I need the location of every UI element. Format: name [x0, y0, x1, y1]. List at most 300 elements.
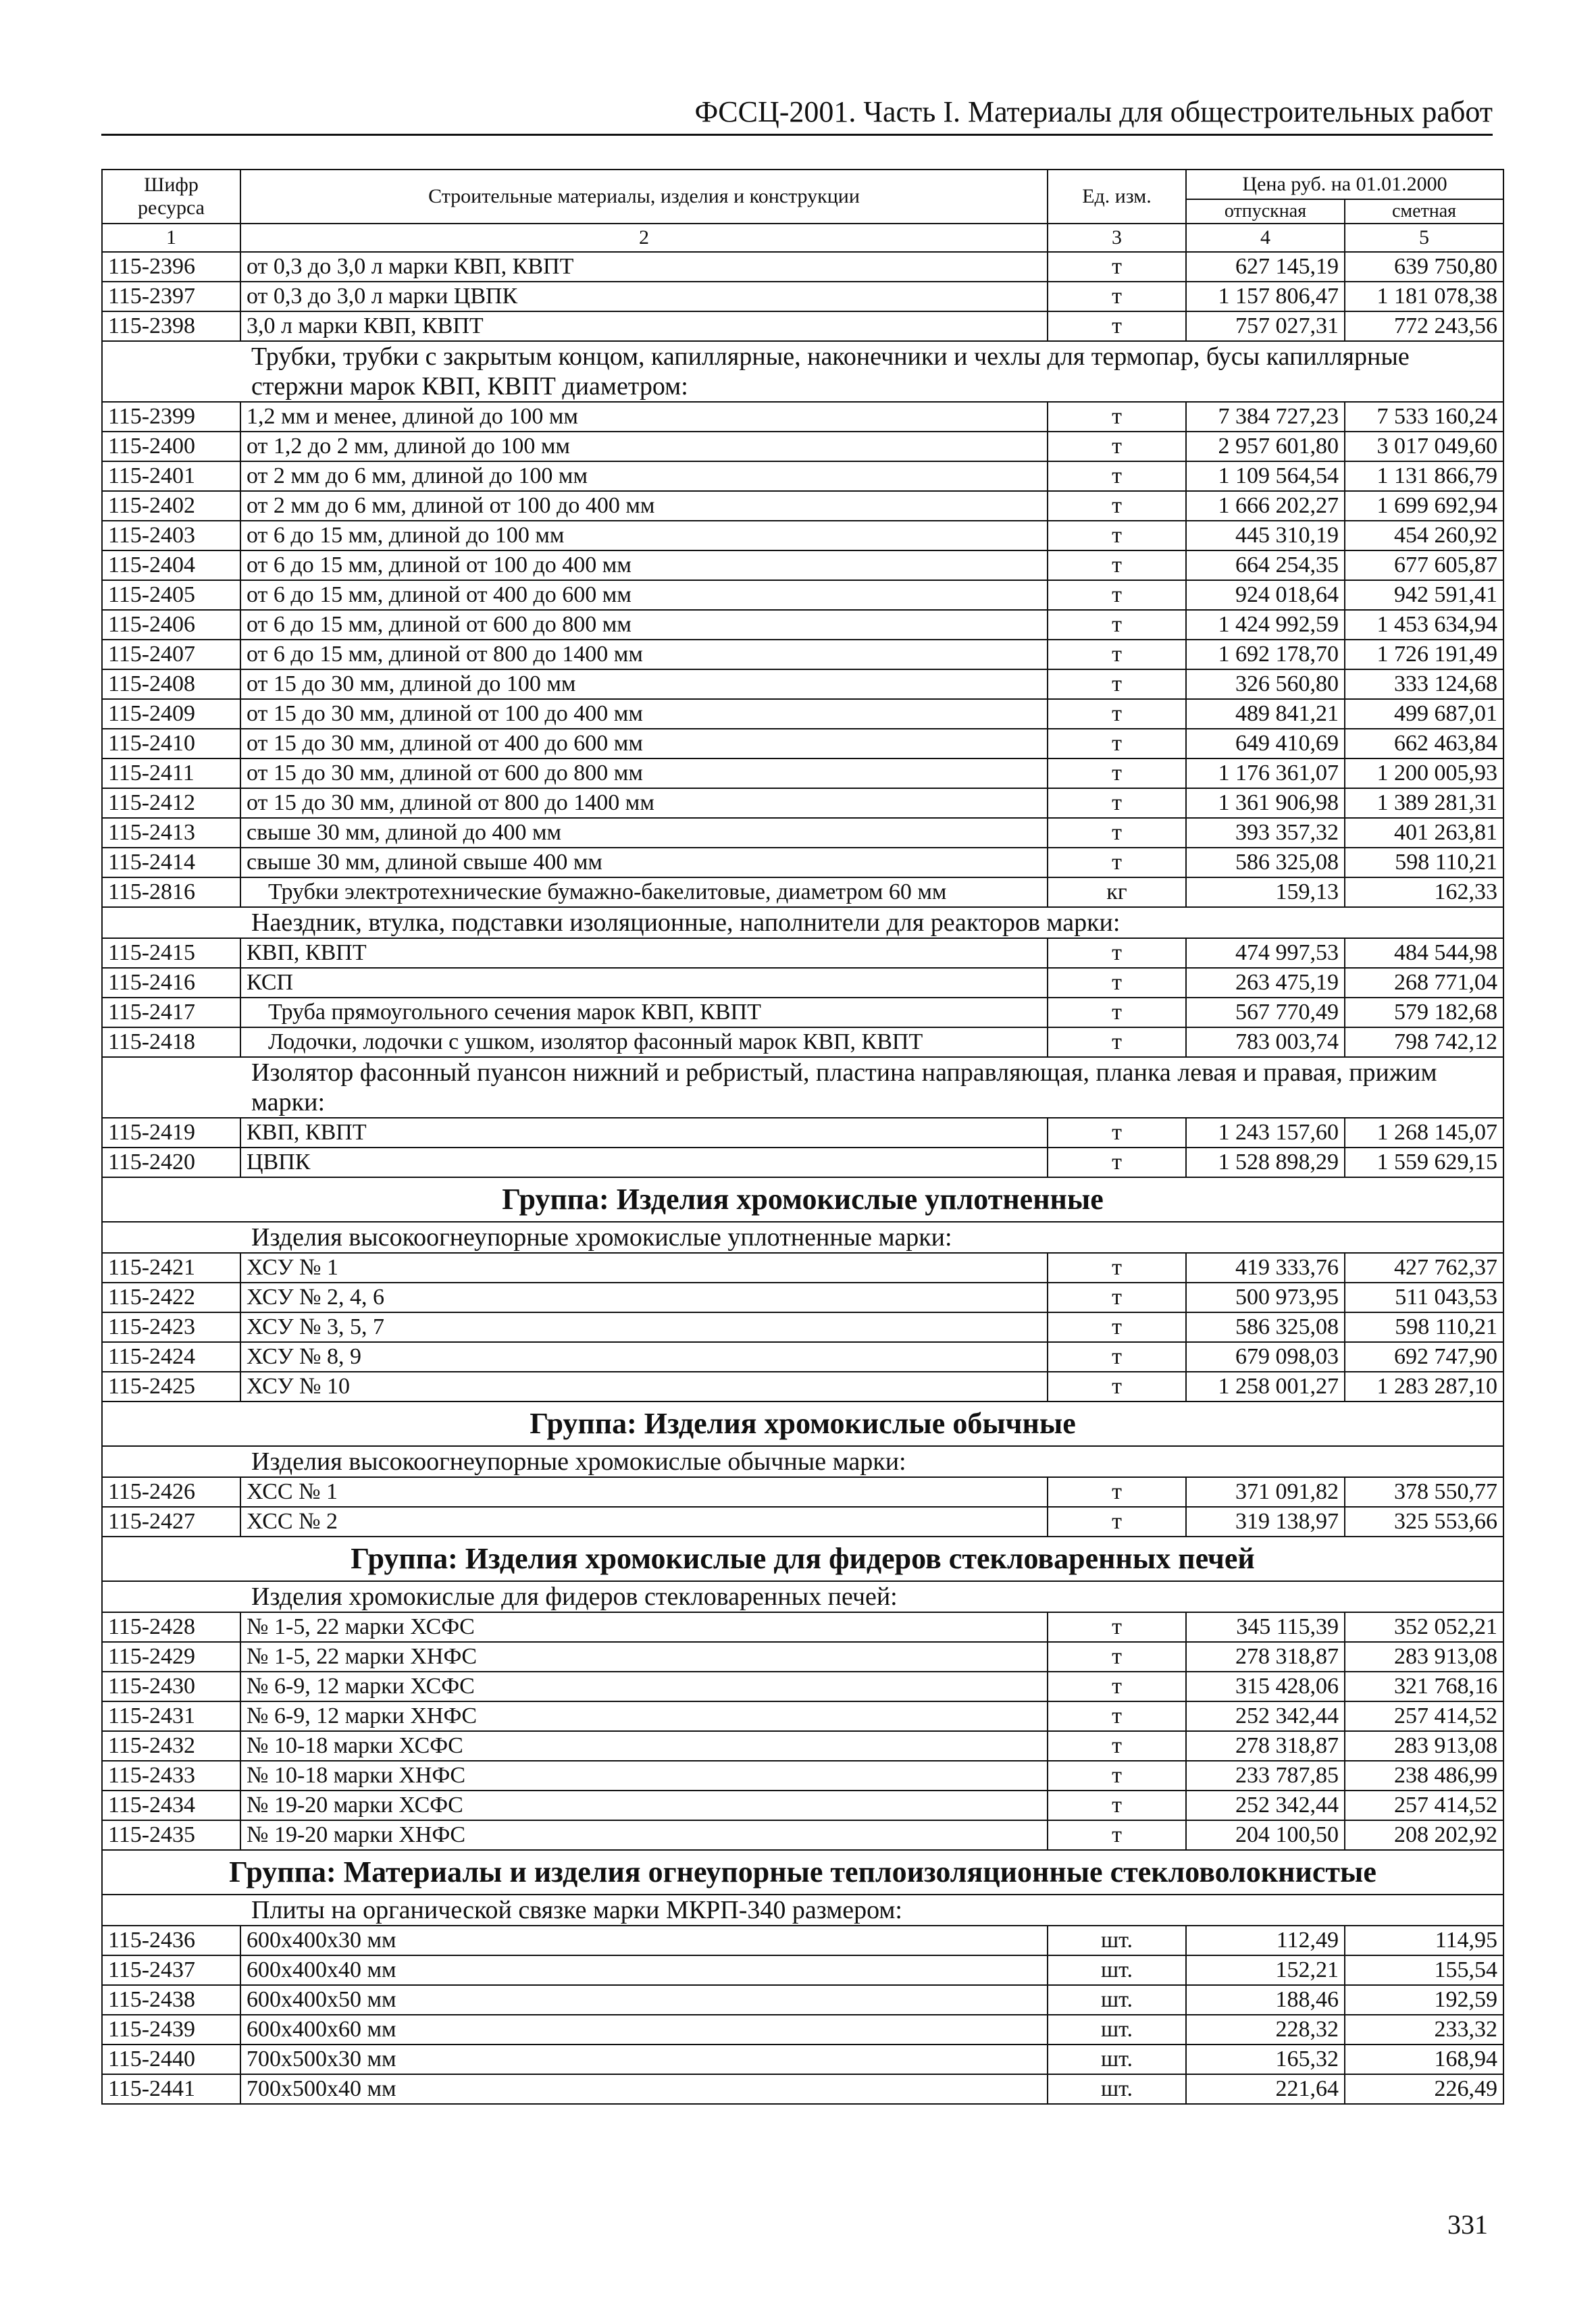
cell-unit: т: [1048, 788, 1186, 818]
cell-unit: т: [1048, 938, 1186, 968]
cell-name: 600x400x40 мм: [240, 1955, 1048, 1985]
cell-release-price: 474 997,53: [1186, 938, 1345, 968]
cell-name: ЦВПК: [240, 1148, 1048, 1177]
cell-estimate-price: 511 043,53: [1345, 1283, 1503, 1312]
cell-code: 115-2436: [102, 1926, 240, 1955]
cell-unit: т: [1048, 1507, 1186, 1537]
subsection-heading: Изделия высокоогнеупорные хромокислые обычные марки:: [102, 1446, 1503, 1477]
cell-release-price: 2 957 601,80: [1186, 432, 1345, 461]
subsection-heading: Наездник, втулка, подставки изоляционные, наполнители для реакторов марки:: [102, 907, 1503, 938]
cell-code: 115-2404: [102, 550, 240, 580]
cell-release-price: 1 157 806,47: [1186, 282, 1345, 311]
cell-estimate-price: 283 913,08: [1345, 1642, 1503, 1672]
cell-unit: т: [1048, 610, 1186, 640]
cell-release-price: 319 138,97: [1186, 1507, 1345, 1537]
cell-unit: т: [1048, 1372, 1186, 1402]
table-row: [102, 1027, 1503, 1057]
cell-name: ХСУ № 2, 4, 6: [240, 1283, 1048, 1312]
table-row: [102, 1731, 1503, 1761]
cell-code: 115-2425: [102, 1372, 240, 1402]
price-table: [101, 169, 1504, 2105]
cell-estimate-price: 257 414,52: [1345, 1701, 1503, 1731]
cell-code: 115-2432: [102, 1731, 240, 1761]
cell-code: 115-2441: [102, 2074, 240, 2104]
cell-name: от 6 до 15 мм, длиной от 800 до 1400 мм: [240, 640, 1048, 669]
cell-estimate-price: 1 726 191,49: [1345, 640, 1503, 669]
cell-unit: т: [1048, 1820, 1186, 1850]
group-heading: Группа: Изделия хромокислые уплотненные: [102, 1177, 1503, 1222]
col-number: 3: [1048, 224, 1186, 252]
cell-unit: т: [1048, 1672, 1186, 1701]
cell-code: 115-2416: [102, 968, 240, 998]
table-row: [102, 1820, 1503, 1850]
table-row: [102, 1507, 1503, 1537]
cell-estimate-price: 114,95: [1345, 1926, 1503, 1955]
cell-unit: т: [1048, 1148, 1186, 1177]
cell-name: 700x500x40 мм: [240, 2074, 1048, 2104]
cell-name: от 1,2 до 2 мм, длиной до 100 мм: [240, 432, 1048, 461]
cell-name: от 0,3 до 3,0 л марки ЦВПК: [240, 282, 1048, 311]
subsection-heading: Изделия хромокислые для фидеров стекловаренных печей:: [102, 1581, 1503, 1612]
cell-unit: т: [1048, 1701, 1186, 1731]
cell-code: 115-2421: [102, 1253, 240, 1283]
cell-estimate-price: 942 591,41: [1345, 580, 1503, 610]
cell-release-price: 419 333,76: [1186, 1253, 1345, 1283]
cell-release-price: 252 342,44: [1186, 1701, 1345, 1731]
cell-estimate-price: 454 260,92: [1345, 521, 1503, 550]
table-row: [102, 1926, 1503, 1955]
subsection-heading-row: [102, 1222, 1503, 1253]
cell-unit: т: [1048, 1342, 1186, 1372]
cell-unit: т: [1048, 491, 1186, 521]
cell-name: от 6 до 15 мм, длиной до 100 мм: [240, 521, 1048, 550]
cell-code: 115-2440: [102, 2045, 240, 2074]
cell-release-price: 263 475,19: [1186, 968, 1345, 998]
cell-release-price: 679 098,03: [1186, 1342, 1345, 1372]
cell-unit: т: [1048, 1312, 1186, 1342]
table-row: [102, 1791, 1503, 1820]
cell-release-price: 649 410,69: [1186, 729, 1345, 759]
cell-code: 115-2423: [102, 1312, 240, 1342]
cell-estimate-price: 268 771,04: [1345, 968, 1503, 998]
table-row: [102, 699, 1503, 729]
cell-release-price: 924 018,64: [1186, 580, 1345, 610]
table-row: [102, 2045, 1503, 2074]
table-row: [102, 1312, 1503, 1342]
col-header-estimate: сметная: [1345, 199, 1503, 224]
cell-estimate-price: 401 263,81: [1345, 818, 1503, 848]
group-heading-row: [102, 1537, 1503, 1581]
group-heading: Группа: Материалы и изделия огнеупорные теплоизоляционные стекловолокнистые: [102, 1850, 1503, 1895]
cell-release-price: 188,46: [1186, 1985, 1345, 2015]
table-row: [102, 432, 1503, 461]
cell-name: КВП, КВПТ: [240, 1118, 1048, 1148]
cell-code: 115-2398: [102, 311, 240, 341]
cell-release-price: 165,32: [1186, 2045, 1345, 2074]
subsection-heading: Плиты на органической связке марки МКРП-340 размером:: [102, 1895, 1503, 1926]
table-row: [102, 2015, 1503, 2045]
cell-release-price: 567 770,49: [1186, 998, 1345, 1027]
cell-name: от 6 до 15 мм, длиной от 400 до 600 мм: [240, 580, 1048, 610]
cell-code: 115-2405: [102, 580, 240, 610]
cell-unit: шт.: [1048, 2045, 1186, 2074]
cell-code: 115-2407: [102, 640, 240, 669]
cell-estimate-price: 155,54: [1345, 1955, 1503, 1985]
cell-unit: кг: [1048, 877, 1186, 907]
cell-unit: т: [1048, 640, 1186, 669]
cell-name: Трубки электротехнические бумажно-бакелитовые, диаметром 60 мм: [240, 877, 1048, 907]
cell-code: 115-2816: [102, 877, 240, 907]
cell-unit: шт.: [1048, 2074, 1186, 2104]
cell-estimate-price: 772 243,56: [1345, 311, 1503, 341]
cell-code: 115-2439: [102, 2015, 240, 2045]
table-row: [102, 1118, 1503, 1148]
page-header-title: ФССЦ-2001. Часть I. Материалы для общестроительных работ: [694, 95, 1493, 128]
cell-unit: т: [1048, 1642, 1186, 1672]
cell-estimate-price: 1 181 078,38: [1345, 282, 1503, 311]
table-row: [102, 818, 1503, 848]
table-row: [102, 1253, 1503, 1283]
cell-name: № 19-20 марки ХСФС: [240, 1791, 1048, 1820]
cell-estimate-price: 1 699 692,94: [1345, 491, 1503, 521]
cell-name: КСП: [240, 968, 1048, 998]
cell-release-price: 152,21: [1186, 1955, 1345, 1985]
cell-estimate-price: 208 202,92: [1345, 1820, 1503, 1850]
cell-code: 115-2417: [102, 998, 240, 1027]
table-row: [102, 491, 1503, 521]
cell-estimate-price: 427 762,37: [1345, 1253, 1503, 1283]
table-row: [102, 1342, 1503, 1372]
cell-release-price: 221,64: [1186, 2074, 1345, 2104]
subsection-heading: Изделия высокоогнеупорные хромокислые уплотненные марки:: [102, 1222, 1503, 1253]
cell-unit: т: [1048, 1612, 1186, 1642]
cell-unit: шт.: [1048, 1926, 1186, 1955]
cell-release-price: 757 027,31: [1186, 311, 1345, 341]
cell-name: № 10-18 марки ХНФС: [240, 1761, 1048, 1791]
cell-release-price: 500 973,95: [1186, 1283, 1345, 1312]
cell-estimate-price: 283 913,08: [1345, 1731, 1503, 1761]
cell-unit: т: [1048, 521, 1186, 550]
cell-unit: т: [1048, 699, 1186, 729]
table-row: [102, 640, 1503, 669]
cell-name: ХСС № 1: [240, 1477, 1048, 1507]
cell-release-price: 783 003,74: [1186, 1027, 1345, 1057]
cell-release-price: 393 357,32: [1186, 818, 1345, 848]
cell-release-price: 228,32: [1186, 2015, 1345, 2045]
cell-name: Труба прямоугольного сечения марок КВП, КВПТ: [240, 998, 1048, 1027]
cell-unit: т: [1048, 968, 1186, 998]
cell-code: 115-2412: [102, 788, 240, 818]
cell-release-price: 586 325,08: [1186, 1312, 1345, 1342]
cell-code: 115-2437: [102, 1955, 240, 1985]
cell-name: № 19-20 марки ХНФС: [240, 1820, 1048, 1850]
cell-estimate-price: 321 768,16: [1345, 1672, 1503, 1701]
cell-code: 115-2415: [102, 938, 240, 968]
cell-name: свыше 30 мм, длиной до 400 мм: [240, 818, 1048, 848]
page-header: [101, 93, 1493, 136]
cell-code: 115-2424: [102, 1342, 240, 1372]
cell-release-price: 1 424 992,59: [1186, 610, 1345, 640]
cell-name: КВП, КВПТ: [240, 938, 1048, 968]
cell-code: 115-2403: [102, 521, 240, 550]
cell-unit: т: [1048, 1731, 1186, 1761]
subsection-heading-row: [102, 1895, 1503, 1926]
cell-release-price: 204 100,50: [1186, 1820, 1345, 1850]
cell-estimate-price: 257 414,52: [1345, 1791, 1503, 1820]
cell-estimate-price: 3 017 049,60: [1345, 432, 1503, 461]
cell-unit: шт.: [1048, 2015, 1186, 2045]
cell-estimate-price: 499 687,01: [1345, 699, 1503, 729]
cell-unit: шт.: [1048, 1955, 1186, 1985]
cell-estimate-price: 484 544,98: [1345, 938, 1503, 968]
table-row: [102, 788, 1503, 818]
cell-unit: т: [1048, 1477, 1186, 1507]
cell-release-price: 1 243 157,60: [1186, 1118, 1345, 1148]
cell-code: 115-2422: [102, 1283, 240, 1312]
cell-release-price: 326 560,80: [1186, 669, 1345, 699]
table-row: [102, 1148, 1503, 1177]
cell-unit: т: [1048, 311, 1186, 341]
cell-code: 115-2426: [102, 1477, 240, 1507]
cell-release-price: 445 310,19: [1186, 521, 1345, 550]
cell-estimate-price: 7 533 160,24: [1345, 402, 1503, 432]
table-row: [102, 1672, 1503, 1701]
cell-unit: т: [1048, 1761, 1186, 1791]
table-row: [102, 1372, 1503, 1402]
table-row: [102, 311, 1503, 341]
cell-release-price: 627 145,19: [1186, 252, 1345, 282]
cell-code: 115-2406: [102, 610, 240, 640]
cell-estimate-price: 1 283 287,10: [1345, 1372, 1503, 1402]
cell-code: 115-2434: [102, 1791, 240, 1820]
cell-unit: т: [1048, 550, 1186, 580]
table-row: [102, 1612, 1503, 1642]
cell-code: 115-2396: [102, 252, 240, 282]
subsection-heading: Трубки, трубки с закрытым концом, капиллярные, наконечники и чехлы для термопар, бусы капиллярные стержни марок КВП, КВПТ диаметром:: [102, 341, 1503, 402]
cell-unit: т: [1048, 669, 1186, 699]
cell-release-price: 7 384 727,23: [1186, 402, 1345, 432]
table-row: [102, 848, 1503, 877]
cell-estimate-price: 1 453 634,94: [1345, 610, 1503, 640]
cell-name: свыше 30 мм, длиной свыше 400 мм: [240, 848, 1048, 877]
cell-release-price: 1 666 202,27: [1186, 491, 1345, 521]
table-row: [102, 877, 1503, 907]
cell-estimate-price: 1 200 005,93: [1345, 759, 1503, 788]
table-row: [102, 938, 1503, 968]
cell-release-price: 278 318,87: [1186, 1731, 1345, 1761]
cell-code: 115-2411: [102, 759, 240, 788]
cell-unit: т: [1048, 252, 1186, 282]
table-row: [102, 550, 1503, 580]
cell-name: № 1-5, 22 марки ХСФС: [240, 1612, 1048, 1642]
subsection-heading-row: [102, 1581, 1503, 1612]
cell-unit: т: [1048, 1283, 1186, 1312]
cell-code: 115-2408: [102, 669, 240, 699]
cell-name: ХСУ № 3, 5, 7: [240, 1312, 1048, 1342]
table-row: [102, 252, 1503, 282]
cell-code: 115-2435: [102, 1820, 240, 1850]
cell-estimate-price: 639 750,80: [1345, 252, 1503, 282]
cell-unit: т: [1048, 729, 1186, 759]
cell-estimate-price: 598 110,21: [1345, 1312, 1503, 1342]
subsection-heading-row: [102, 341, 1503, 402]
cell-estimate-price: 1 268 145,07: [1345, 1118, 1503, 1148]
cell-estimate-price: 162,33: [1345, 877, 1503, 907]
cell-name: от 6 до 15 мм, длиной от 600 до 800 мм: [240, 610, 1048, 640]
cell-unit: т: [1048, 1791, 1186, 1820]
cell-estimate-price: 233,32: [1345, 2015, 1503, 2045]
cell-release-price: 664 254,35: [1186, 550, 1345, 580]
cell-name: от 2 мм до 6 мм, длиной от 100 до 400 мм: [240, 491, 1048, 521]
table-row: [102, 1701, 1503, 1731]
cell-code: 115-2427: [102, 1507, 240, 1537]
subsection-heading-row: [102, 907, 1503, 938]
cell-unit: т: [1048, 1027, 1186, 1057]
cell-name: 3,0 л марки КВП, КВПТ: [240, 311, 1048, 341]
cell-unit: шт.: [1048, 1985, 1186, 2015]
cell-name: № 6-9, 12 марки ХСФС: [240, 1672, 1048, 1701]
table-row: [102, 1955, 1503, 1985]
cell-release-price: 1 258 001,27: [1186, 1372, 1345, 1402]
cell-unit: т: [1048, 432, 1186, 461]
cell-estimate-price: 168,94: [1345, 2045, 1503, 2074]
cell-estimate-price: 378 550,77: [1345, 1477, 1503, 1507]
cell-name: 1,2 мм и менее, длиной до 100 мм: [240, 402, 1048, 432]
table-row: [102, 461, 1503, 491]
cell-unit: т: [1048, 848, 1186, 877]
cell-estimate-price: 1 559 629,15: [1345, 1148, 1503, 1177]
cell-code: 115-2410: [102, 729, 240, 759]
col-header-code: Шифр ресурса: [102, 170, 240, 224]
cell-name: от 15 до 30 мм, длиной от 600 до 800 мм: [240, 759, 1048, 788]
table-row: [102, 998, 1503, 1027]
cell-name: Лодочки, лодочки с ушком, изолятор фасонный марок КВП, КВПТ: [240, 1027, 1048, 1057]
cell-estimate-price: 192,59: [1345, 1985, 1503, 2015]
cell-name: 700x500x30 мм: [240, 2045, 1048, 2074]
cell-unit: т: [1048, 998, 1186, 1027]
col-header-unit: Ед. изм.: [1048, 170, 1186, 224]
cell-unit: т: [1048, 1118, 1186, 1148]
col-header-release: отпускная: [1186, 199, 1345, 224]
cell-estimate-price: 798 742,12: [1345, 1027, 1503, 1057]
table-row: [102, 759, 1503, 788]
cell-release-price: 233 787,85: [1186, 1761, 1345, 1791]
cell-code: 115-2414: [102, 848, 240, 877]
cell-name: от 15 до 30 мм, длиной до 100 мм: [240, 669, 1048, 699]
cell-unit: т: [1048, 1253, 1186, 1283]
group-heading: Группа: Изделия хромокислые обычные: [102, 1402, 1503, 1446]
group-heading-row: [102, 1850, 1503, 1895]
cell-code: 115-2418: [102, 1027, 240, 1057]
group-heading: Группа: Изделия хромокислые для фидеров стекловаренных печей: [102, 1537, 1503, 1581]
col-header-price: Цена руб. на 01.01.2000: [1186, 170, 1503, 199]
cell-release-price: 315 428,06: [1186, 1672, 1345, 1701]
cell-estimate-price: 677 605,87: [1345, 550, 1503, 580]
cell-name: 600x400x50 мм: [240, 1985, 1048, 2015]
subsection-heading-row: [102, 1057, 1503, 1118]
cell-estimate-price: 352 052,21: [1345, 1612, 1503, 1642]
cell-name: от 15 до 30 мм, длиной от 100 до 400 мм: [240, 699, 1048, 729]
cell-code: 115-2433: [102, 1761, 240, 1791]
cell-code: 115-2402: [102, 491, 240, 521]
cell-code: 115-2413: [102, 818, 240, 848]
page-number: 331: [1447, 2209, 1488, 2240]
table-row: [102, 1761, 1503, 1791]
cell-estimate-price: 325 553,66: [1345, 1507, 1503, 1537]
cell-name: № 10-18 марки ХСФС: [240, 1731, 1048, 1761]
col-number: 4: [1186, 224, 1345, 252]
cell-name: ХСУ № 10: [240, 1372, 1048, 1402]
cell-name: от 0,3 до 3,0 л марки КВП, КВПТ: [240, 252, 1048, 282]
cell-code: 115-2431: [102, 1701, 240, 1731]
table-row: [102, 282, 1503, 311]
cell-release-price: 1 692 178,70: [1186, 640, 1345, 669]
cell-name: № 1-5, 22 марки ХНФС: [240, 1642, 1048, 1672]
group-heading-row: [102, 1177, 1503, 1222]
cell-code: 115-2409: [102, 699, 240, 729]
cell-release-price: 278 318,87: [1186, 1642, 1345, 1672]
col-number: 1: [102, 224, 240, 252]
cell-estimate-price: 579 182,68: [1345, 998, 1503, 1027]
cell-estimate-price: 226,49: [1345, 2074, 1503, 2104]
cell-name: ХСС № 2: [240, 1507, 1048, 1537]
table-row: [102, 1985, 1503, 2015]
cell-name: 600x400x30 мм: [240, 1926, 1048, 1955]
table-row: [102, 1642, 1503, 1672]
cell-name: от 15 до 30 мм, длиной от 800 до 1400 мм: [240, 788, 1048, 818]
col-header-name: Строительные материалы, изделия и конструкции: [240, 170, 1048, 224]
cell-estimate-price: 238 486,99: [1345, 1761, 1503, 1791]
cell-release-price: 1 528 898,29: [1186, 1148, 1345, 1177]
table-row: [102, 968, 1503, 998]
cell-code: 115-2419: [102, 1118, 240, 1148]
cell-code: 115-2420: [102, 1148, 240, 1177]
cell-estimate-price: 1 389 281,31: [1345, 788, 1503, 818]
cell-code: 115-2430: [102, 1672, 240, 1701]
cell-unit: т: [1048, 402, 1186, 432]
cell-code: 115-2397: [102, 282, 240, 311]
table-row: [102, 402, 1503, 432]
table-row: [102, 580, 1503, 610]
table-row: [102, 729, 1503, 759]
col-number: 2: [240, 224, 1048, 252]
cell-name: от 15 до 30 мм, длиной от 400 до 600 мм: [240, 729, 1048, 759]
cell-unit: т: [1048, 461, 1186, 491]
table-row: [102, 669, 1503, 699]
cell-code: 115-2400: [102, 432, 240, 461]
cell-estimate-price: 662 463,84: [1345, 729, 1503, 759]
subsection-heading: Изолятор фасонный пуансон нижний и ребристый, пластина направляющая, планка левая и правая, прижим марки:: [102, 1057, 1503, 1118]
cell-estimate-price: 1 131 866,79: [1345, 461, 1503, 491]
cell-release-price: 252 342,44: [1186, 1791, 1345, 1820]
cell-estimate-price: 692 747,90: [1345, 1342, 1503, 1372]
cell-name: от 2 мм до 6 мм, длиной до 100 мм: [240, 461, 1048, 491]
cell-name: ХСУ № 8, 9: [240, 1342, 1048, 1372]
cell-release-price: 159,13: [1186, 877, 1345, 907]
cell-release-price: 489 841,21: [1186, 699, 1345, 729]
table-row: [102, 1477, 1503, 1507]
cell-name: от 6 до 15 мм, длиной от 100 до 400 мм: [240, 550, 1048, 580]
cell-release-price: 1 176 361,07: [1186, 759, 1345, 788]
table-body: [102, 252, 1503, 2104]
cell-unit: т: [1048, 818, 1186, 848]
subsection-heading-row: [102, 1446, 1503, 1477]
table-row: [102, 521, 1503, 550]
table-row: [102, 1283, 1503, 1312]
cell-code: 115-2438: [102, 1985, 240, 2015]
cell-estimate-price: 598 110,21: [1345, 848, 1503, 877]
cell-release-price: 371 091,82: [1186, 1477, 1345, 1507]
